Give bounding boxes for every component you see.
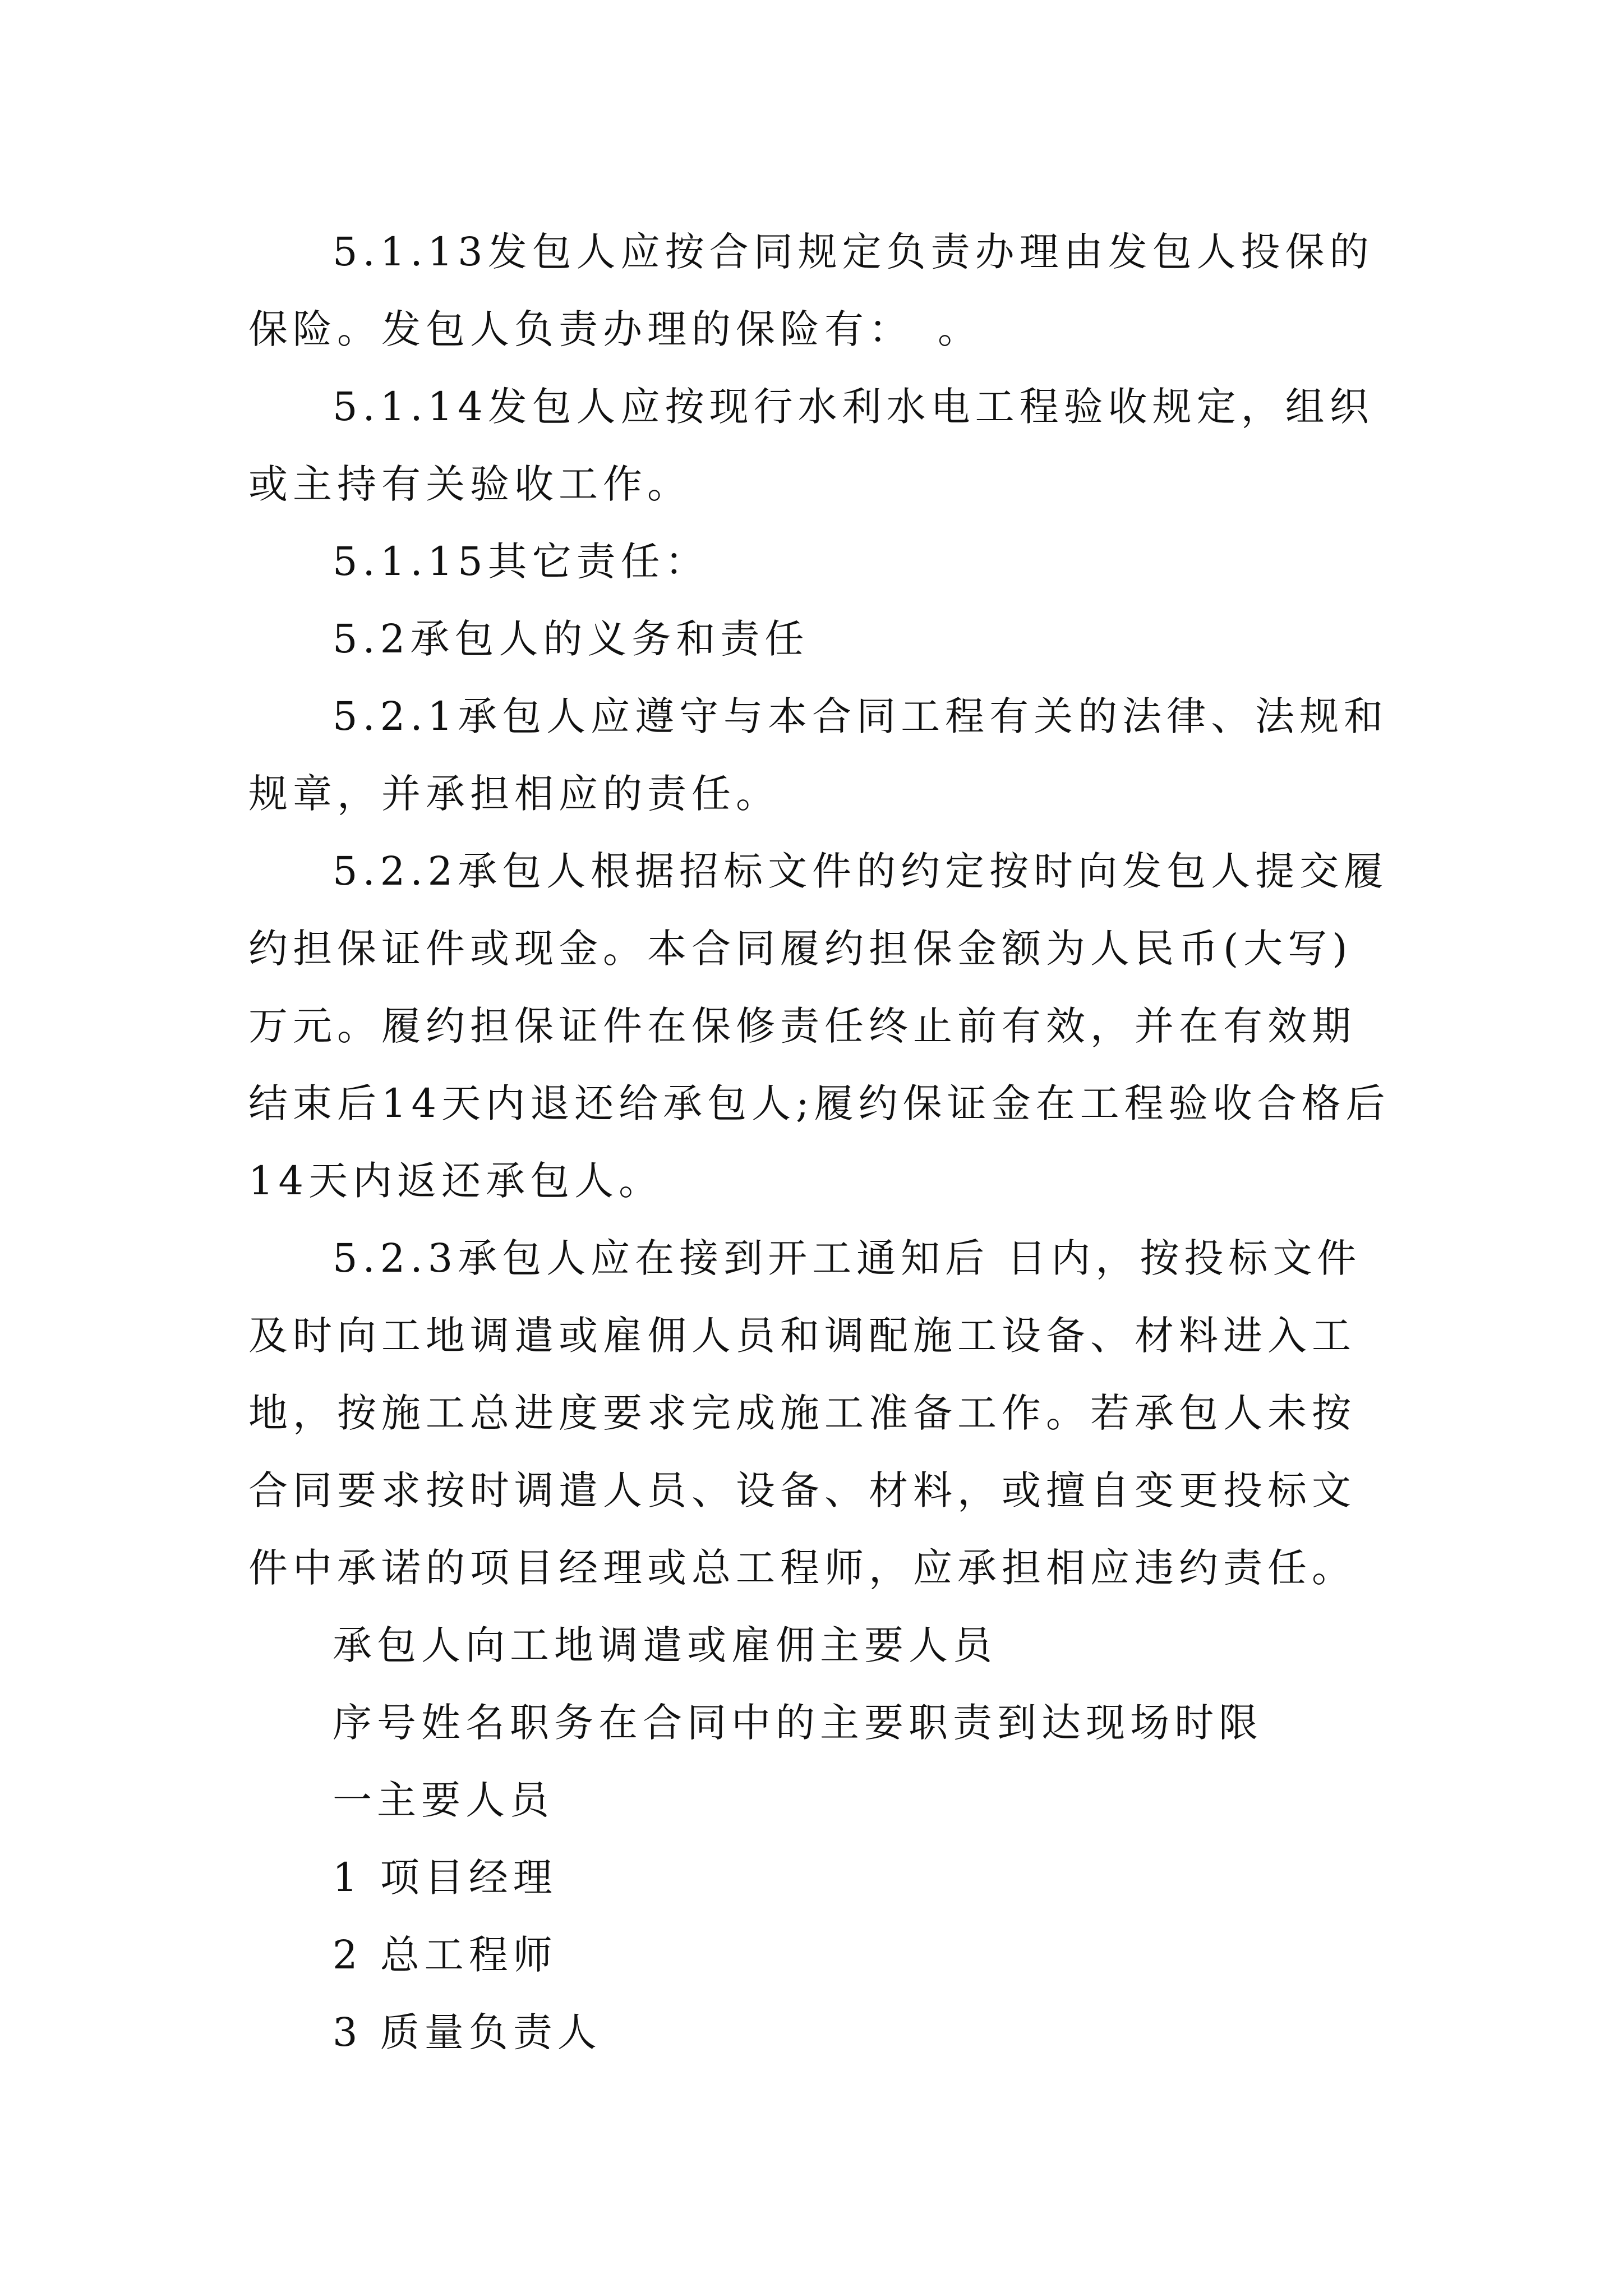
paragraph-5-2-3: 5.2.3承包人应在接到开工通知后 日内，按投标文件及时向工地调遣或雇佣人员和调配施工设备、材料进入工地，按施工总进度要求完成施工准备工作。若承包人未按合同要求按时调遣人员、设备、材料，或擅自变更投标文件中承诺的项目经理或总工程师，应承担相应违约责任。 — [248, 1235, 1362, 1591]
personnel-item: 3 质量负责人 — [333, 2009, 602, 2055]
personnel-category: 一主要人员 — [333, 1777, 554, 1823]
personnel-item: 2 总工程师 — [333, 1932, 557, 1978]
paragraph-5-1-15: 5.1.15其它责任： — [333, 539, 709, 585]
document-body — [248, 213, 1393, 2071]
personnel-table-header: 序号姓名职务在合同中的主要职责到达现场时限 — [333, 1700, 1263, 1746]
personnel-item: 1 项目经理 — [333, 1855, 557, 1901]
paragraph-5-2-1: 5.2.1承包人应遵守与本合同工程有关的法律、法规和规章，并承担相应的责任。 — [248, 693, 1389, 817]
section-heading-5-2: 5.2承包人的义务和责任 — [333, 616, 809, 662]
paragraph-5-1-14: 5.1.14发包人应按现行水利水电工程验收规定，组织或主持有关验收工作。 — [248, 384, 1374, 507]
paragraph-5-1-13: 5.1.13发包人应按合同规定负责办理由发包人投保的保险。发包人负责办理的保险有： 。 — [248, 229, 1374, 352]
paragraph-5-2-2: 5.2.2承包人根据招标文件的约定按时向发包人提交履约担保证件或现金。本合同履约担保金额为人民币(大写)万元。履约担保证件在保修责任终止前有效，并在有效期结束后14天内退还给承包人;履约保证金在工程验收合格后14天内返还承包人。 — [248, 848, 1390, 1204]
personnel-heading: 承包人向工地调遣或雇佣主要人员 — [333, 1622, 997, 1668]
